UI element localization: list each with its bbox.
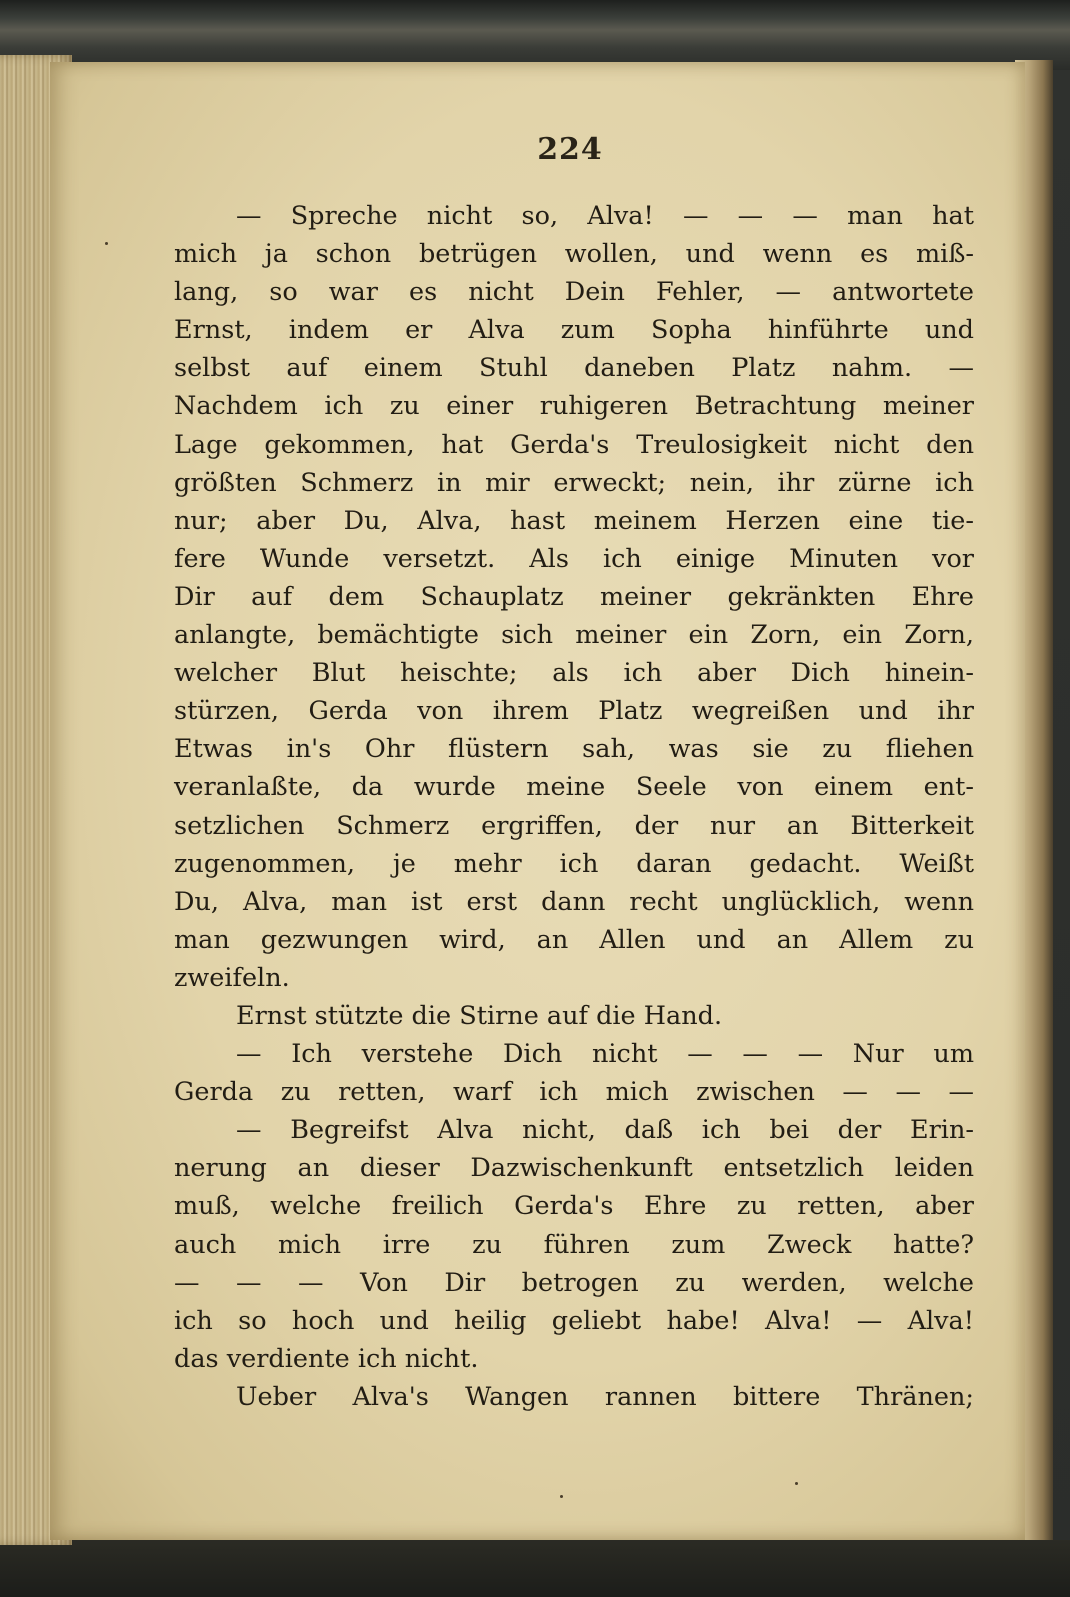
text-line: welcher Blut heischte; als ich aber Dich hinein- xyxy=(174,658,974,689)
text-line: Dir auf dem Schauplatz meiner gekränkten Ehre xyxy=(174,581,974,612)
text-line: — Begreifst Alva nicht, daß ich bei der Erin- xyxy=(236,1115,974,1146)
text-line: anlangte, bemächtigte sich meiner ein Zorn, ein Zorn, xyxy=(174,620,974,651)
text-line: selbst auf einem Stuhl daneben Platz nahm. — xyxy=(174,353,974,384)
text-line: nur; aber Du, Alva, hast meinem Herzen eine tie- xyxy=(174,505,974,536)
text-line: Ernst stützte die Stirne auf die Hand. xyxy=(236,1000,723,1031)
text-line: Du, Alva, man ist erst dann recht unglücklich, wenn xyxy=(174,886,974,917)
book-cover-top xyxy=(0,0,1070,70)
text-line: stürzen, Gerda von ihrem Platz wegreißen und ihr xyxy=(174,696,974,727)
text-line: ich so hoch und heilig geliebt habe! Alva! — Alva! xyxy=(174,1305,974,1336)
text-line: muß, welche freilich Gerda's Ehre zu retten, aber xyxy=(174,1191,974,1222)
text-line: Lage gekommen, hat Gerda's Treulosigkeit nicht den xyxy=(174,429,974,460)
book-cover-bottom xyxy=(0,1540,1070,1597)
text-line: — — — Von Dir betrogen zu werden, welche xyxy=(174,1267,974,1298)
text-line: — Ich verstehe Dich nicht — — — Nur um xyxy=(236,1039,974,1070)
page-text xyxy=(174,197,974,1416)
text-line: Gerda zu retten, warf ich mich zwischen — — — xyxy=(174,1077,974,1108)
text-line: — Spreche nicht so, Alva! — — — man hat xyxy=(236,201,974,231)
text-line: man gezwungen wird, an Allen und an Allem zu xyxy=(174,924,974,955)
text-line: größten Schmerz in mir erweckt; nein, ihr zürne ich xyxy=(174,467,974,498)
text-line: Etwas in's Ohr flüstern sah, was sie zu fliehen xyxy=(174,734,974,765)
text-line: zugenommen, je mehr ich daran gedacht. Weißt xyxy=(174,848,974,879)
page-number: 224 xyxy=(537,132,603,167)
text-line: setzlichen Schmerz ergriffen, der nur an Bitterkeit xyxy=(174,810,974,841)
paper-speck xyxy=(795,1482,798,1485)
text-line: auch mich irre zu führen zum Zweck hatte? xyxy=(174,1229,974,1260)
text-line: veranlaßte, da wurde meine Seele von einem ent- xyxy=(174,772,974,803)
text-line: das verdiente ich nicht. xyxy=(174,1343,479,1374)
text-line: zweifeln. xyxy=(174,962,290,993)
text-line: mich ja schon betrügen wollen, und wenn es miß- xyxy=(174,239,974,270)
text-line: Ernst, indem er Alva zum Sopha hinführte und xyxy=(174,315,974,346)
text-line: Ueber Alva's Wangen rannen bittere Thränen; xyxy=(236,1381,974,1412)
book-page xyxy=(50,62,1025,1540)
text-line: lang, so war es nicht Dein Fehler, — antwortete xyxy=(174,277,974,308)
text-line: Nachdem ich zu einer ruhigeren Betrachtung meiner xyxy=(174,391,974,422)
text-line: fere Wunde versetzt. Als ich einige Minuten vor xyxy=(174,543,974,574)
paper-speck xyxy=(560,1495,563,1498)
text-line: nerung an dieser Dazwischenkunft entsetzlich leiden xyxy=(174,1153,974,1184)
paper-speck xyxy=(105,242,108,245)
